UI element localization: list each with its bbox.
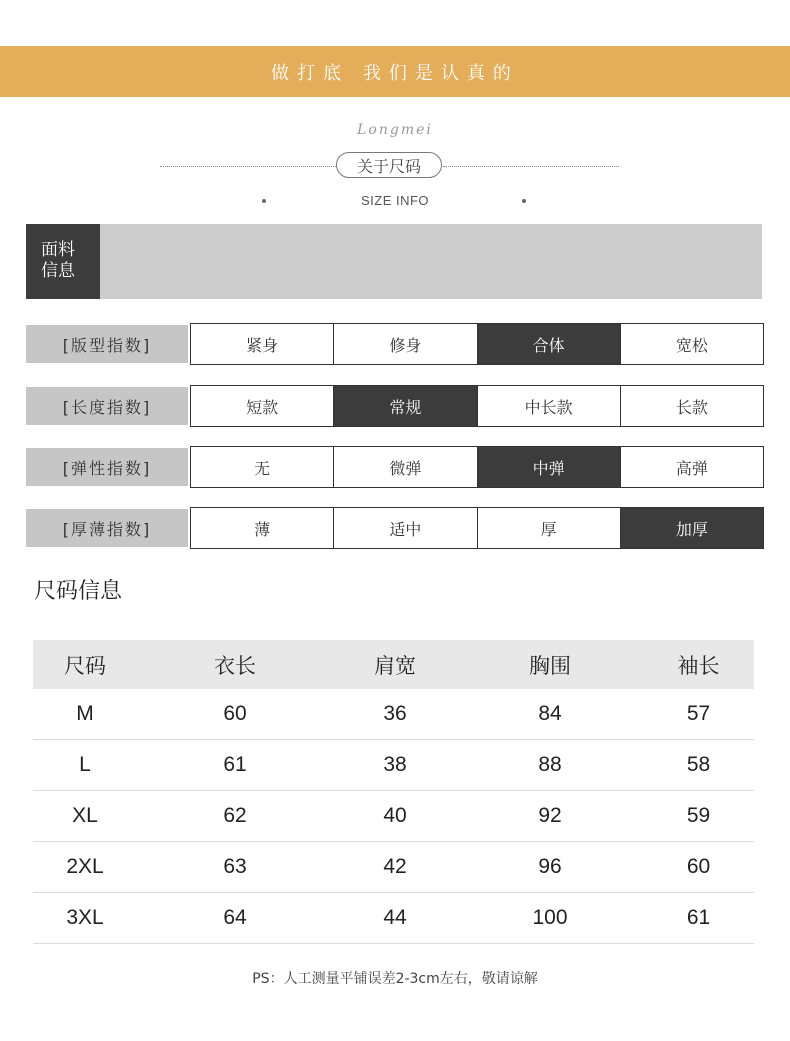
index-option: 适中 xyxy=(333,508,476,548)
table-cell: 59 xyxy=(643,791,754,842)
table-cell: 3XL xyxy=(33,893,137,944)
table-cell: L xyxy=(33,740,137,791)
brand-logo: Longmei xyxy=(357,122,433,138)
table-cell: M xyxy=(33,689,137,740)
banner-text: 做打底 我们是认真的 xyxy=(271,62,519,84)
table-row xyxy=(33,740,754,791)
index-option: 长款 xyxy=(620,386,763,426)
table-header: 胸围 xyxy=(457,640,643,689)
table-cell: 84 xyxy=(457,689,643,740)
size-section-title: 尺码信息 xyxy=(34,579,123,604)
index-options xyxy=(190,385,764,427)
index-option-selected: 合体 xyxy=(477,324,620,364)
table-header: 尺码 xyxy=(33,640,137,689)
table-row xyxy=(33,791,754,842)
index-option: 紧身 xyxy=(191,324,333,364)
index-label: [弹性指数] xyxy=(26,448,188,486)
table-cell: XL xyxy=(33,791,137,842)
index-options xyxy=(190,323,764,365)
table-cell: 58 xyxy=(643,740,754,791)
table-row xyxy=(33,893,754,944)
table-header: 肩宽 xyxy=(333,640,457,689)
divider-right xyxy=(443,166,619,167)
table-header-row xyxy=(33,640,754,689)
table-row xyxy=(33,689,754,740)
index-option: 无 xyxy=(191,447,333,487)
index-option: 修身 xyxy=(333,324,476,364)
table-cell: 61 xyxy=(137,740,333,791)
table-cell: 92 xyxy=(457,791,643,842)
fabric-label-line2: 信息 xyxy=(41,261,75,281)
table-cell: 42 xyxy=(333,842,457,893)
table-header: 袖长 xyxy=(643,640,754,689)
table-cell: 44 xyxy=(333,893,457,944)
index-option: 高弹 xyxy=(620,447,763,487)
index-options xyxy=(190,507,764,549)
divider-left xyxy=(160,166,336,167)
table-cell: 62 xyxy=(137,791,333,842)
index-option: 薄 xyxy=(191,508,333,548)
about-size-title: 关于尺码 xyxy=(336,152,442,178)
table-cell: 40 xyxy=(333,791,457,842)
index-label: [版型指数] xyxy=(26,325,188,363)
table-cell: 38 xyxy=(333,740,457,791)
table-cell: 61 xyxy=(643,893,754,944)
table-cell: 88 xyxy=(457,740,643,791)
index-option: 宽松 xyxy=(620,324,763,364)
fabric-info-label xyxy=(26,224,100,299)
index-label: [长度指数] xyxy=(26,387,188,425)
table-cell: 100 xyxy=(457,893,643,944)
index-option: 微弹 xyxy=(333,447,476,487)
table-row xyxy=(33,842,754,893)
table-header: 衣长 xyxy=(137,640,333,689)
table-cell: 36 xyxy=(333,689,457,740)
table-cell: 60 xyxy=(643,842,754,893)
index-option-selected: 加厚 xyxy=(620,508,763,548)
index-option: 短款 xyxy=(191,386,333,426)
table-cell: 2XL xyxy=(33,842,137,893)
measurement-footnote: PS：人工测量平铺误差2-3cm左右，敬请谅解 xyxy=(252,971,538,987)
index-option: 厚 xyxy=(477,508,620,548)
fabric-label-line1: 面料 xyxy=(41,240,75,260)
table-cell: 60 xyxy=(137,689,333,740)
dot-right-icon xyxy=(522,199,526,203)
size-table xyxy=(33,640,754,944)
index-option: 中长款 xyxy=(477,386,620,426)
index-option-selected: 中弹 xyxy=(477,447,620,487)
index-option-selected: 常规 xyxy=(333,386,476,426)
index-options xyxy=(190,446,764,488)
top-banner xyxy=(0,46,790,97)
size-info-subtitle: SIZE INFO xyxy=(360,193,430,208)
index-row-thickness xyxy=(26,507,764,549)
table-cell: 64 xyxy=(137,893,333,944)
index-row-length xyxy=(26,385,764,427)
index-row-fit xyxy=(26,323,764,365)
table-cell: 96 xyxy=(457,842,643,893)
table-cell: 57 xyxy=(643,689,754,740)
index-row-elasticity xyxy=(26,446,764,488)
table-cell: 63 xyxy=(137,842,333,893)
index-label: [厚薄指数] xyxy=(26,509,188,547)
fabric-info-bar xyxy=(26,224,762,299)
